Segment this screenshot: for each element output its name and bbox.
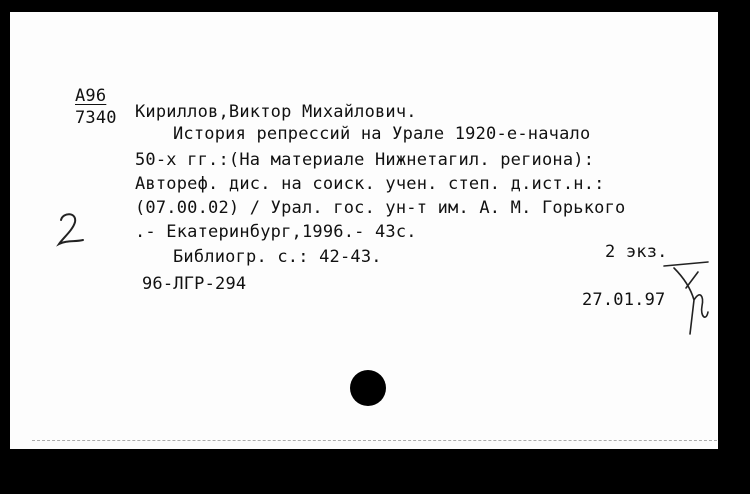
signature-icon [660, 260, 712, 340]
copies-count: 2 экз. [605, 242, 668, 262]
date-stamp: 27.01.97 [582, 290, 666, 310]
title-line-2: 50-х гг.:(На материале Нижнетагил. региона): [135, 150, 595, 170]
title-line-1: История репрессий на Урале 1920-е-начало [173, 124, 591, 144]
shelf-code: А96 [75, 86, 107, 106]
title-line-3: Автореф. дис. на соиск. учен. степ. д.ист.н.: [135, 174, 605, 194]
title-line-5: .- Екатеринбург,1996.- 43с. [135, 222, 417, 242]
author-heading: Кириллов,Виктор Михайлович. [135, 102, 417, 122]
bibliography-note: Библиогр. с.: 42-43. [173, 247, 382, 267]
scan-edge-noise [32, 440, 718, 443]
accession-number: 96-ЛГР-294 [142, 274, 247, 294]
call-number: 7340 [75, 108, 117, 128]
handwritten-mark-icon [55, 210, 87, 248]
title-line-4: (07.00.02) / Урал. гос. ун-т им. А. М. Горького [135, 198, 626, 218]
punch-hole [350, 370, 386, 406]
catalog-card [10, 12, 718, 449]
